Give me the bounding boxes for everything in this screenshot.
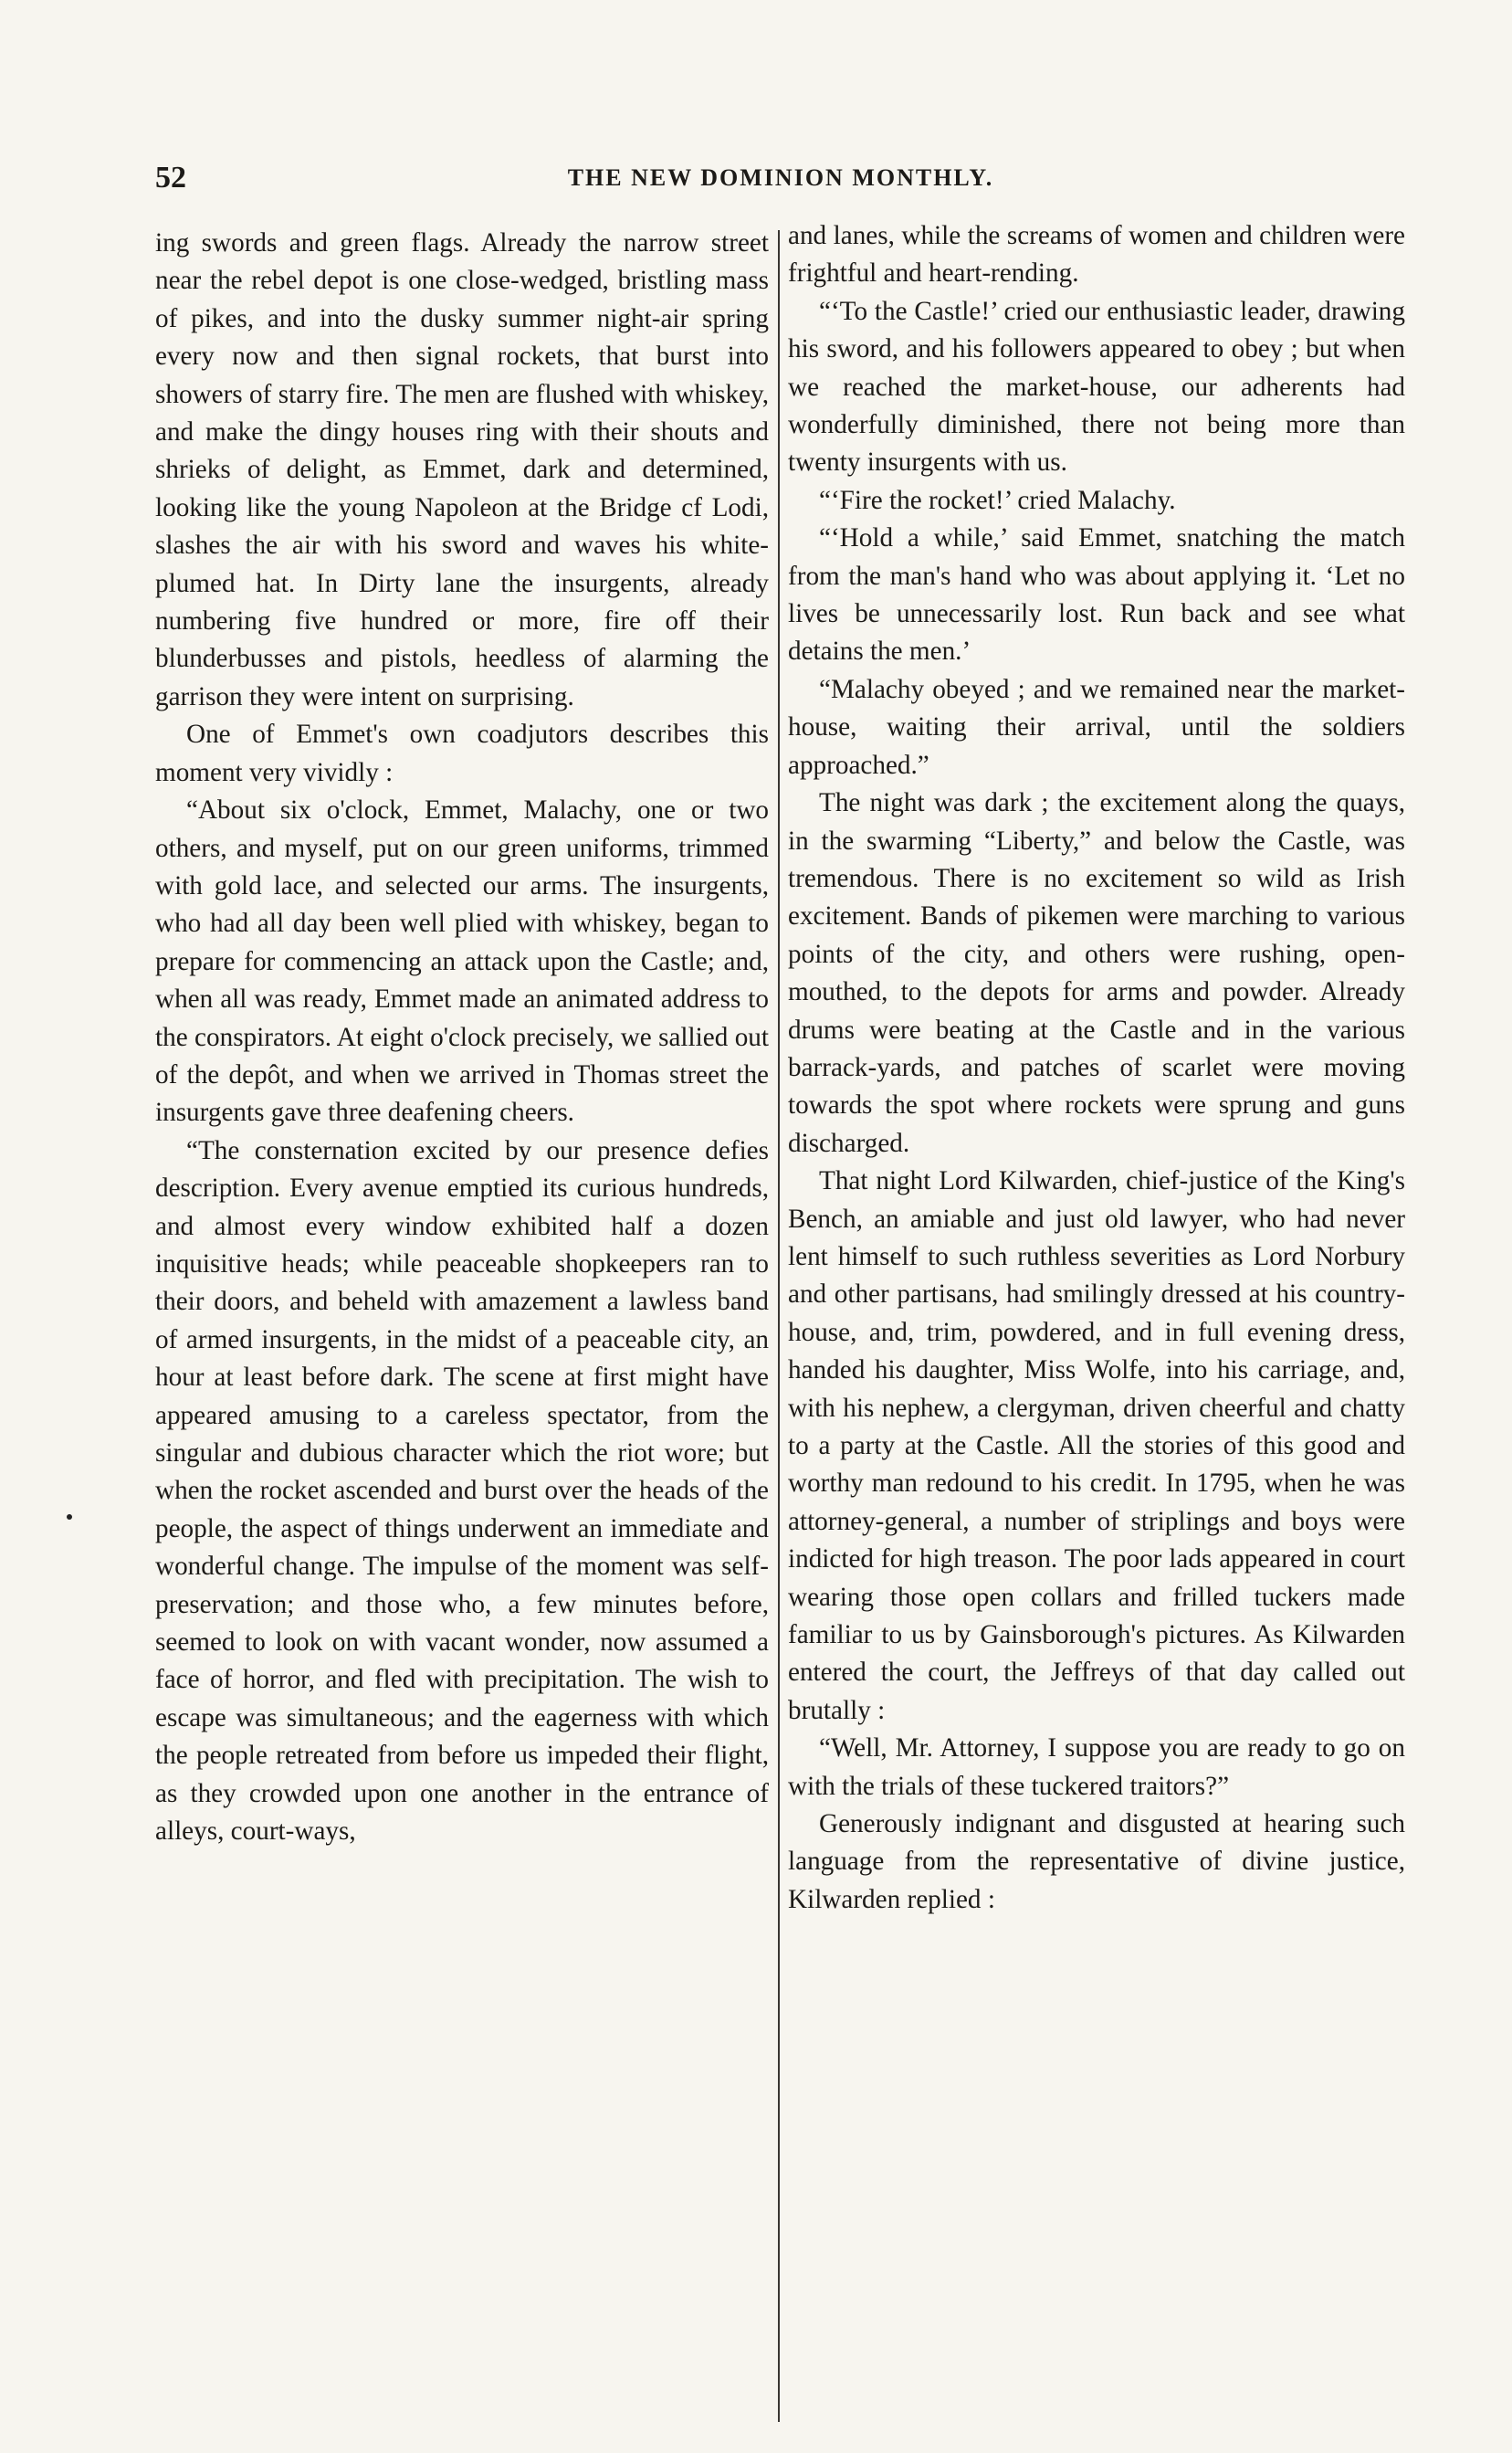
paragraph: “‘To the Castle!’ cried our enthusiastic leader, drawing his sword, and his followers appeared to obey ; but when we reached the market-house, our adherents had wonderfully diminished, there not being more than twenty insurgents with us. xyxy=(788,296,1405,478)
paragraph: “‘Fire the rocket!’ cried Malachy. xyxy=(819,485,1176,515)
paragraph: “The consternation excited by our presence defies description. Every avenue emptied its curious hundreds, and almost every window exhibited half a dozen inquisitive heads; while peaceable shopkeepers ran to their doors, and beheld with amazement a lawless band of armed insurgents, in the midst of a peaceable city, an hour at least before dark. The scene at first might have appeared amusing to a careless spectator, from the singular and dubious character which the riot wore; but when the rocket ascended and burst over the heads of the people, the aspect of things underwent an immediate and wonderful change. The impulse of the moment was self-preservation; and those who, a few minutes before, seemed to look on with vacant wonder, now assumed a face of horror, and fled with precipitation. The wish to escape was simultaneous; and the eagerness with which the people retreated from before us impeded their flight, as they crowded upon one another in the entrance of alleys, court-ways, xyxy=(155,1135,769,1847)
paragraph: “Malachy obeyed ; and we remained near the market-house, waiting their arrival, until the soldiers approached.” xyxy=(788,674,1405,780)
paragraph: The night was dark ; the excitement along the quays, in the swarming “Liberty,” and below the Castle, was tremendous. There is no excitement so wild as Irish excitement. Bands of pikemen were marching to various points of the city, and others were rushing, open-mouthed, to the depots for arms and powder. Already drums were beating at the Castle and in the various barrack-yards, and patches of scarlet were moving towards the spot where rockets were sprung and guns discharged. xyxy=(788,788,1405,1158)
paragraph: “Well, Mr. Attorney, I suppose you are ready to go on with the trials of these tuckered traitors?” xyxy=(788,1733,1405,1801)
print-speck xyxy=(67,1514,72,1520)
paragraph: One of Emmet's own coadjutors describes this moment very vividly : xyxy=(155,720,769,787)
left-column xyxy=(155,225,769,1850)
page-number: 52 xyxy=(155,161,186,195)
paragraph: ing swords and green flags. Already the narrow street near the rebel depot is one close-wedged, bristling mass of pikes, and into the dusky summer night-air spring every now and then signal rockets, that burst into showers of starry fire. The men are flushed with whiskey, and make the dingy houses ring with their shouts and shrieks of delight, as Emmet, dark and determined, looking like the young Napoleon at the Bridge cf Lodi, slashes the air with his sword and waves his white-plumed hat. In Dirty lane the insurgents, already numbering five hundred or more, fire off their blunderbusses and pistols, heedless of alarming the garrison they were intent on surprising. xyxy=(155,228,769,711)
paragraph: and lanes, while the screams of women and children were frightful and heart-rending. xyxy=(788,221,1405,289)
right-column xyxy=(788,217,1405,1919)
running-title: THE NEW DOMINION MONTHLY. xyxy=(567,164,994,191)
paragraph: “About six o'clock, Emmet, Malachy, one or two others, and myself, put on our green uniforms, trimmed with gold lace, and selected our arms. The insurgents, who had all day been well plied with whiskey, began to prepare for commencing an attack upon the Castle; and, when all was ready, Emmet made an animated address to the conspirators. At eight o'clock precisely, we sallied out of the depôt, and when we arrived in Thomas street the insurgents gave three deafening cheers. xyxy=(155,795,769,1128)
page-header xyxy=(155,161,1406,197)
paragraph: That night Lord Kilwarden, chief-justice of the King's Bench, an amiable and just old lawyer, who had never lent himself to such ruthless severities as Lord Norbury and other partisans, had smilingly dressed at his country-house, and, trim, powdered, and in full evening dress, handed his daughter, Miss Wolfe, into his carriage, and, with his nephew, a clergyman, driven cheerful and chatty to a party at the Castle. All the stories of this good and worthy man redound to his credit. In 1795, when he was attorney-general, a number of striplings and boys were indicted for high treason. The poor lads appeared in court wearing those open collars and frilled tuckers made familiar to us by Gainsborough's pictures. As Kilwarden entered the court, the Jeffreys of that day called out brutally : xyxy=(788,1166,1405,1725)
column-divider xyxy=(778,230,780,2422)
paragraph: Generously indignant and disgusted at hearing such language from the representative of divine justice, Kilwarden replied : xyxy=(788,1809,1405,1914)
paragraph: “‘Hold a while,’ said Emmet, snatching the match from the man's hand who was about applying it. ‘Let no lives be unnecessarily lost. Run back and see what detains the men.’ xyxy=(788,523,1405,667)
